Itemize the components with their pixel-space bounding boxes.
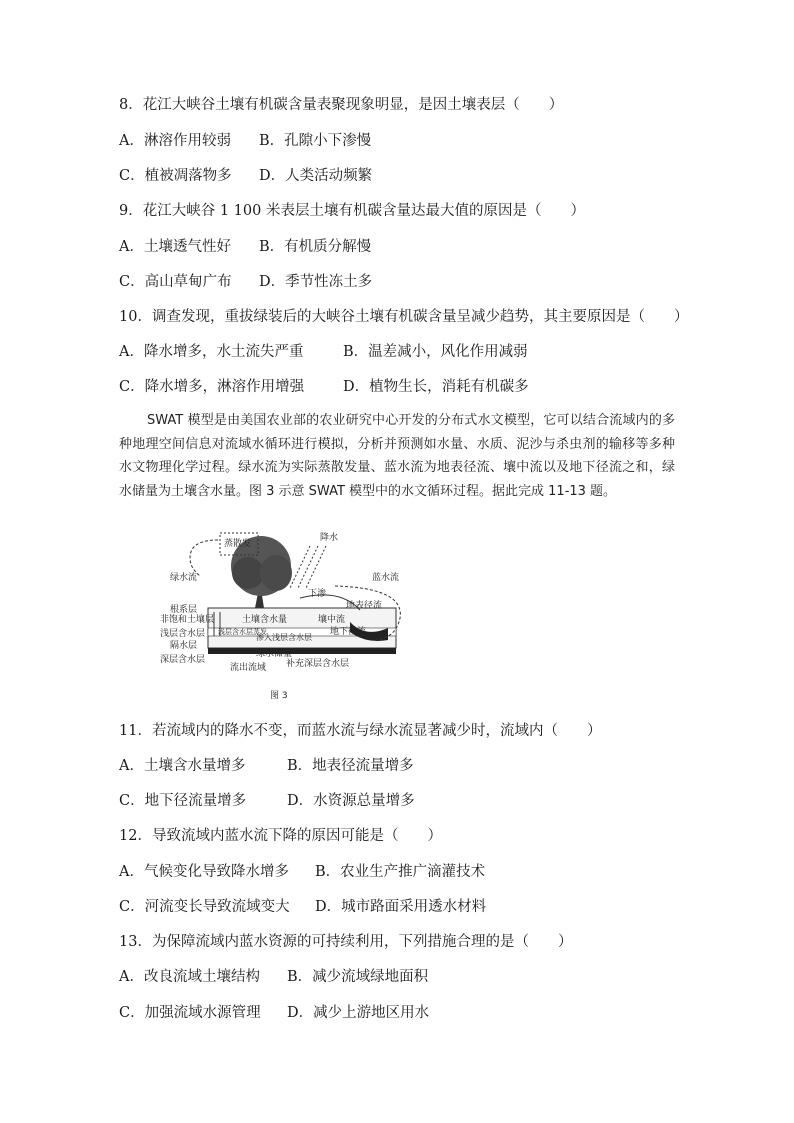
q13-stem: 13．为保障流域内蓝水资源的可持续利用，下列措施合理的是（ ）: [119, 934, 573, 950]
q8-option-d[interactable]: D．人类活动频繁: [259, 168, 373, 184]
q11-option-c[interactable]: C．地下径流量增多: [119, 793, 247, 809]
q13-option-a[interactable]: A．改良流域土壤结构: [119, 969, 260, 985]
tree-canopy-right: [260, 555, 292, 591]
swat-diagram-svg: [160, 528, 410, 708]
precip-arrows: [290, 546, 326, 588]
q10-option-c[interactable]: C．降水增多，淋溶作用增强: [119, 379, 305, 395]
label-shallow-evap: 浅层含水层蒸发: [218, 628, 267, 636]
q9-stem: 9．花江大峡谷 1 100 米表层土壤有机碳含量达最大值的原因是（ ）: [119, 203, 585, 219]
label-recharge-deep: 补充深层含水层: [286, 659, 350, 669]
label-outflow: 流出流域: [230, 663, 267, 673]
q12-option-b[interactable]: B．农业生产推广滴灌技术: [315, 864, 486, 880]
label-evap: 蒸散发: [224, 539, 252, 549]
label-soil-water: 土壤含水量: [242, 615, 288, 625]
q8-option-a[interactable]: A．淋溶作用较弱: [119, 133, 231, 149]
q13-option-d[interactable]: D．减少上游地区用水: [287, 1005, 430, 1021]
q11-option-a[interactable]: A．土壤含水量增多: [119, 758, 246, 774]
q8-option-b[interactable]: B．孔隙小下渗慢: [259, 133, 372, 149]
q13-option-b[interactable]: B．减少流域绿地面积: [287, 969, 429, 985]
figure-caption: 图 3: [270, 691, 288, 701]
label-green-storage: 绿水储量: [256, 649, 293, 659]
label-deep-aquifer: 深层含水层: [160, 655, 206, 665]
q9-option-c[interactable]: C．高山草甸广布: [119, 274, 232, 290]
barrier-layer: [208, 648, 396, 654]
label-green-flow: 绿水流: [170, 573, 198, 583]
q8-stem: 8．花江大峡谷土壤有机碳含量表聚现象明显，是因土壤表层（ ）: [119, 97, 564, 113]
q10-option-a[interactable]: A．降水增多，水土流失严重: [119, 344, 304, 360]
q13-option-c[interactable]: C．加强流域水源管理: [119, 1005, 261, 1021]
label-root-layer: 根系层: [170, 605, 198, 615]
q8-option-c[interactable]: C．植被凋落物多: [119, 168, 232, 184]
q9-option-d[interactable]: D．季节性冻土多: [259, 274, 373, 290]
label-blue-flow: 蓝水流: [372, 573, 400, 583]
q11-option-b[interactable]: B．地表径流量增多: [287, 758, 414, 774]
q10-stem: 10．调查发现，重拔绿装后的大峡谷土壤有机碳含量呈减少趋势，其主要原因是（ ）: [119, 309, 689, 325]
swat-passage: [119, 409, 675, 503]
q10-option-d[interactable]: D．植物生长，消耗有机碳多: [343, 379, 529, 395]
q11-stem: 11．若流域内的降水不变，而蓝水流与绿水流显著减少时，流域内（ ）: [119, 723, 602, 739]
q12-option-a[interactable]: A．气候变化导致降水增多: [119, 864, 289, 880]
q12-option-c[interactable]: C．河流变长导致流域变大: [119, 899, 290, 915]
q10-option-b[interactable]: B．温差减小，风化作用减弱: [343, 344, 528, 360]
label-barrier: 隔水层: [170, 641, 198, 651]
q9-option-b[interactable]: B．有机质分解慢: [259, 239, 372, 255]
q9-option-a[interactable]: A．土壤透气性好: [119, 239, 231, 255]
figure-3-swat-diagram: [160, 528, 410, 708]
label-shallow-aquifer: 浅层含水层: [160, 629, 206, 639]
q11-option-d[interactable]: D．水资源总量增多: [287, 793, 415, 809]
label-surface-runoff: 地表径流: [346, 601, 383, 611]
label-infiltration: 下渗: [308, 589, 327, 599]
q12-option-d[interactable]: D．城市路面采用透水材料: [315, 899, 487, 915]
label-unsat-layer: 非饱和土壤层: [160, 615, 215, 625]
label-percolate-shallow: 渗入浅层含水层: [256, 633, 312, 642]
tree-canopy-left: [232, 557, 264, 589]
swat-passage-text: SWAT 模型是由美国农业部的农业研究中心开发的分布式水文模型，它可以结合流域内的多种地理空间信息对流域水循环进行模拟，分析并预测如水量、水质、泥沙与杀虫剂的输移等多种水文物理化学过程。绿水流为实际蒸散发量、蓝水流为地表径流、壤中流以及地下径流之和，绿水储量为土壤含水量。图 3 示意 SWAT 模型中的水文循环过程。据此完成 11-13 题。: [119, 413, 675, 499]
q12-stem: 12．导致流域内蓝水流下降的原因可能是（ ）: [119, 828, 442, 844]
label-interflow: 壤中流: [318, 615, 346, 625]
label-groundwater: 地下径流: [330, 627, 367, 637]
label-precip: 降水: [320, 533, 339, 543]
green-flow-path: [190, 540, 218, 576]
